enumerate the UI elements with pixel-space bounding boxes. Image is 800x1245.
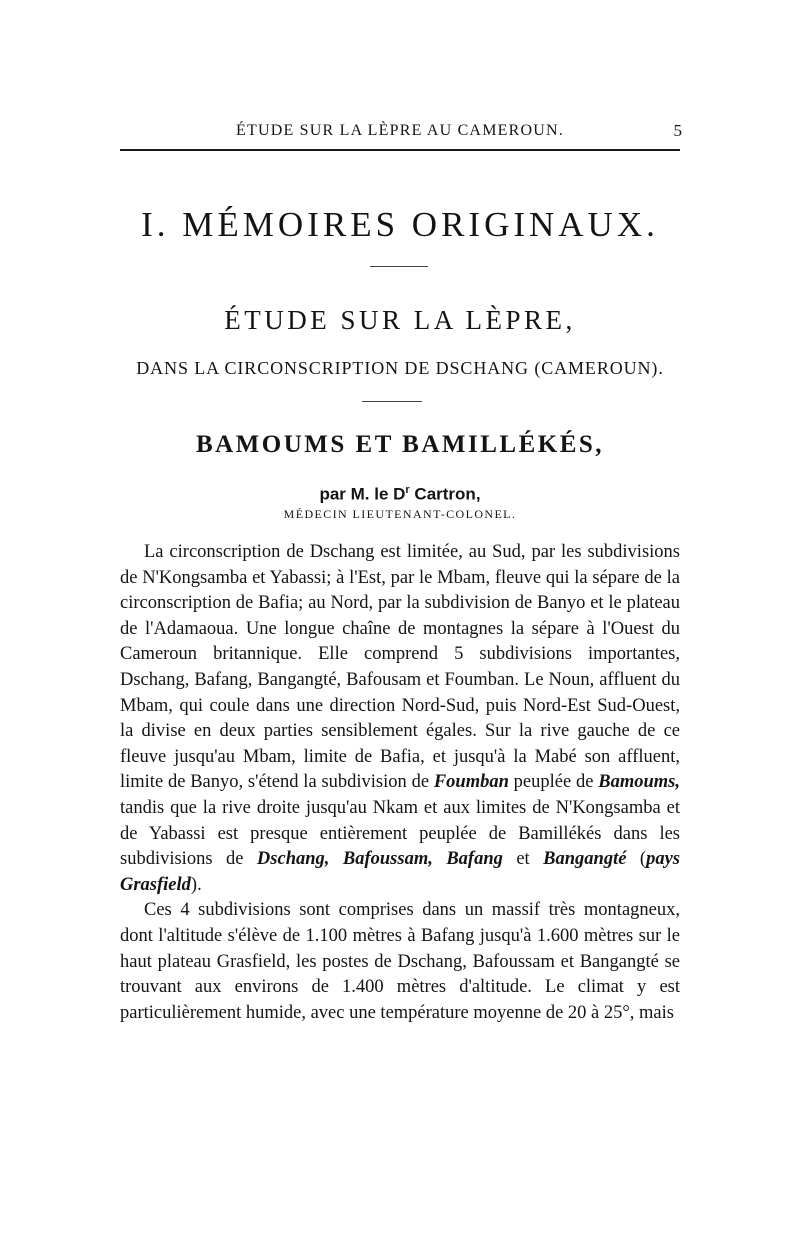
paragraph [120,540,680,898]
place-name: Bafoussam, [342,849,433,870]
text-run: ( [626,849,647,870]
people-name: Bamoums, [598,772,680,793]
tribes-title: BAMOUMS ET BAMILLÉKÉS, [195,431,605,458]
place-name: Dschang, [256,849,330,870]
place-name: Bangangté [543,849,627,870]
article-title: ÉTUDE SUR LA LÈPRE, [224,305,576,335]
author-role: MÉDECIN LIEUTENANT-COLONEL. [283,507,517,521]
place-name: Foumban [433,772,509,793]
text-run: et [502,849,544,870]
section-title: I. MÉMOIRES ORIGINAUX. [141,205,659,244]
text-run: ). [190,874,202,895]
author-line [120,478,680,507]
region-name: pays Grasfield [120,849,681,895]
header-rule [120,149,680,151]
text-run [433,849,446,869]
author-title-sup: r [405,484,410,496]
text-run: peuplée de [508,772,599,793]
author-prefix: par M. le D [319,484,406,504]
paragraph: Ces 4 subdivisions sont comprises dans un massif très montagneux, dont l'altitude s'élève de 1.100 mètres à Bafang jusqu'à 1.600 mètres sur le haut plateau Grasfield, les postes de Dschang, Bafoussam et Bangangté se trouvant aux environs de 1.400 mètres d'altitude. Le climat y est particulièrement humide, avec une température moyenne de 20 à 25°, mais [120,900,680,1023]
running-head: ÉTUDE SUR LA LÈPRE AU CAMEROUN. [236,122,564,139]
article-body [120,540,680,1026]
author-name: Cartron, [409,484,481,504]
divider-rule [370,266,428,267]
text-run: La circonscription de Dschang est limitée, au Sud, par les subdivisions de N'Kongsamba et Yabassi; à l'Est, par le Mbam, fleuve qui la sépare de la circonscription de Bafia; au Nord, par la subdivision de Banyo et le plateau de l'Adamaoua. Une longue chaîne de montagnes la sépare à l'Ouest du Cameroun britannique. Elle comprend 5 subdivisions importantes, Dschang, Bafang, Bangangté, Bafousam et Foumban. Le Noun, affluent du Mbam, qui coule dans une direction Nord-Sud, puis Nord-Est Sud-Ouest, la divise en deux parties sensiblement égales. Sur la rive gauche de ce fleuve jusqu'au Mbam, limite de Bafia, et jusqu'à la Mabé son affluent, limite de Banyo, s'étend la subdivision de [120,542,680,793]
article-subtitle: DANS LA CIRCONSCRIPTION DE DSCHANG (CAMEROUN). [136,358,664,378]
text-run [329,849,342,869]
place-name: Bafang [446,849,503,870]
divider-rule [362,401,422,402]
text-run: tandis que la rive droite jusqu'au Nkam et aux limites de N'Kongsamba et de Yabassi est presque entièrement peuplée de Bamillékés dans les subdivisions de [120,797,680,870]
page-number: 5 [673,121,682,140]
